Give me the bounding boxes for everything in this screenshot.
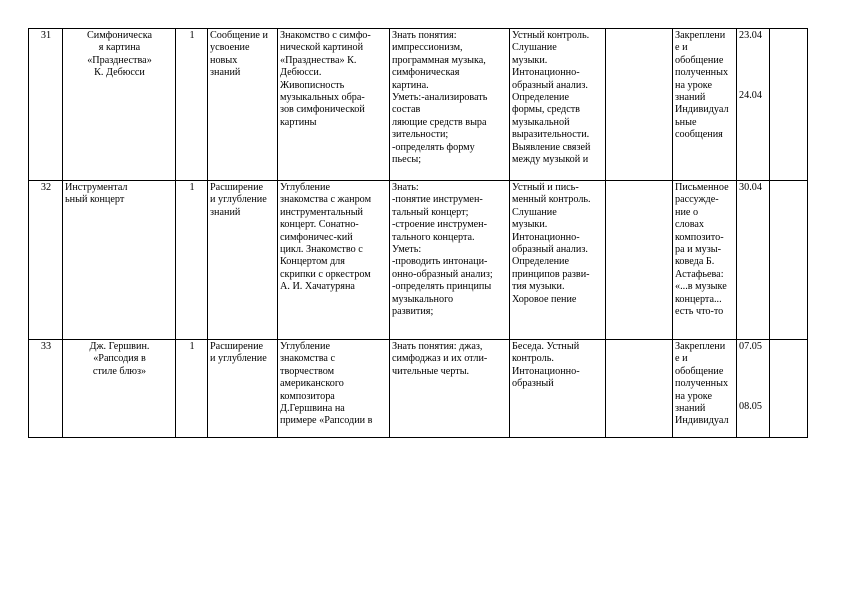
date-cell <box>737 29 770 181</box>
lesson-homework: Письменное рассужде- ние о словах композито- ра и музы- коведа Б. Астафьева: «...в музыке концерта... есть что-то <box>675 182 729 318</box>
homework-cell <box>673 340 737 438</box>
fact-cell <box>770 340 808 438</box>
lesson-content: Углубление знакомства с творчеством американского композитора Д.Гершвина на примере «Рапсодии в <box>280 341 373 427</box>
lesson-topic: Дж. Гершвин. «Рапсодия в стиле блюз» <box>89 341 150 377</box>
content-cell <box>278 181 390 340</box>
lesson-type: Сообщение и усвоение новых знаний <box>210 30 268 79</box>
lesson-date-2: 24.04 <box>739 90 762 102</box>
lesson-requirements: Знать: -понятие инструмен- тальный концерт; -строение инструмен- тального концерта. Уметь: -проводить интонаци- онно-образный анализ; -определять принципы музыкального развития; <box>392 182 493 318</box>
extra-cell <box>606 29 673 181</box>
lesson-homework: Закреплени е и обобщение полученных на уроке знаний Индивидуал <box>675 341 729 427</box>
requirements-cell <box>390 181 510 340</box>
lesson-type: Расширение и углубление знаний <box>210 182 267 218</box>
control-cell <box>510 340 606 438</box>
fact-cell <box>770 29 808 181</box>
lesson-date-1: 30.04 <box>739 182 762 193</box>
lesson-number-cell <box>29 181 63 340</box>
topic-cell <box>63 29 176 181</box>
lesson-type: Расширение и углубление <box>210 341 267 365</box>
lesson-number-cell <box>29 340 63 438</box>
lesson-number: 31 <box>40 30 52 41</box>
lesson-control: Устный и пись- менный контроль. Слушание музыки. Интонационно- образный анализ. Определение принципов разви- тия музыки. Хоровое пение <box>512 182 591 305</box>
content-cell <box>278 29 390 181</box>
lesson-control: Устный контроль. Слушание музыки. Интонационно- образный анализ. Определение формы, средств музыкальной выразительности. Выявление связей между музыкой и <box>512 30 591 166</box>
lesson-date-1: 07.05 <box>739 341 762 352</box>
lesson-type-cell <box>208 181 278 340</box>
lesson-type-cell <box>208 29 278 181</box>
lesson-date-2: 08.05 <box>739 401 762 413</box>
requirements-cell <box>390 340 510 438</box>
table-row <box>29 181 808 340</box>
fact-cell <box>770 181 808 340</box>
lesson-content: Углубление знакомства с жанром инструментальный концерт. Сонатно- симфоничес-кий цикл. Знакомство с Концертом для скрипки с оркестром А. И. Хачатуряна <box>280 182 372 293</box>
control-cell <box>510 181 606 340</box>
lesson-plan-table <box>28 28 808 438</box>
lesson-date-1: 23.04 <box>739 30 762 41</box>
content-cell <box>278 340 390 438</box>
homework-cell <box>673 181 737 340</box>
hours-cell <box>176 340 208 438</box>
lesson-homework: Закреплени е и обобщение полученных на уроке знаний Индивидуал ьные сообщения <box>675 30 729 141</box>
homework-cell <box>673 29 737 181</box>
lesson-hours: 1 <box>189 30 195 41</box>
lesson-hours: 1 <box>189 182 195 193</box>
lesson-requirements: Знать понятия: джаз, симфоджаз и их отли- чительные черты. <box>392 341 488 377</box>
table-row <box>29 340 808 438</box>
control-cell <box>510 29 606 181</box>
lesson-control: Беседа. Устный контроль. Интонационно- образный <box>512 341 580 390</box>
lesson-number-cell <box>29 29 63 181</box>
date-cell <box>737 181 770 340</box>
lesson-topic: Инструментал ьный концерт <box>65 182 128 206</box>
lesson-type-cell <box>208 340 278 438</box>
lesson-topic: Симфоническа я картина «Празднества» К. Дебюсси <box>86 30 153 79</box>
date-cell <box>737 340 770 438</box>
lesson-hours: 1 <box>189 341 195 352</box>
table-row <box>29 29 808 181</box>
requirements-cell <box>390 29 510 181</box>
lesson-requirements: Знать понятия: импрессионизм, программная музыка, симфоническая картина. Уметь:-анализировать состав ляющие средств выра зительности; -определять форму пьесы; <box>392 30 488 166</box>
lesson-number: 32 <box>40 182 52 193</box>
lesson-content: Знакомство с симфо- нической картиной «Празднества» К. Дебюсси. Живописность музыкальных обра- зов симфонической картины <box>280 30 371 128</box>
hours-cell <box>176 181 208 340</box>
topic-cell <box>63 181 176 340</box>
extra-cell <box>606 181 673 340</box>
hours-cell <box>176 29 208 181</box>
extra-cell <box>606 340 673 438</box>
topic-cell <box>63 340 176 438</box>
lesson-number: 33 <box>40 341 52 352</box>
